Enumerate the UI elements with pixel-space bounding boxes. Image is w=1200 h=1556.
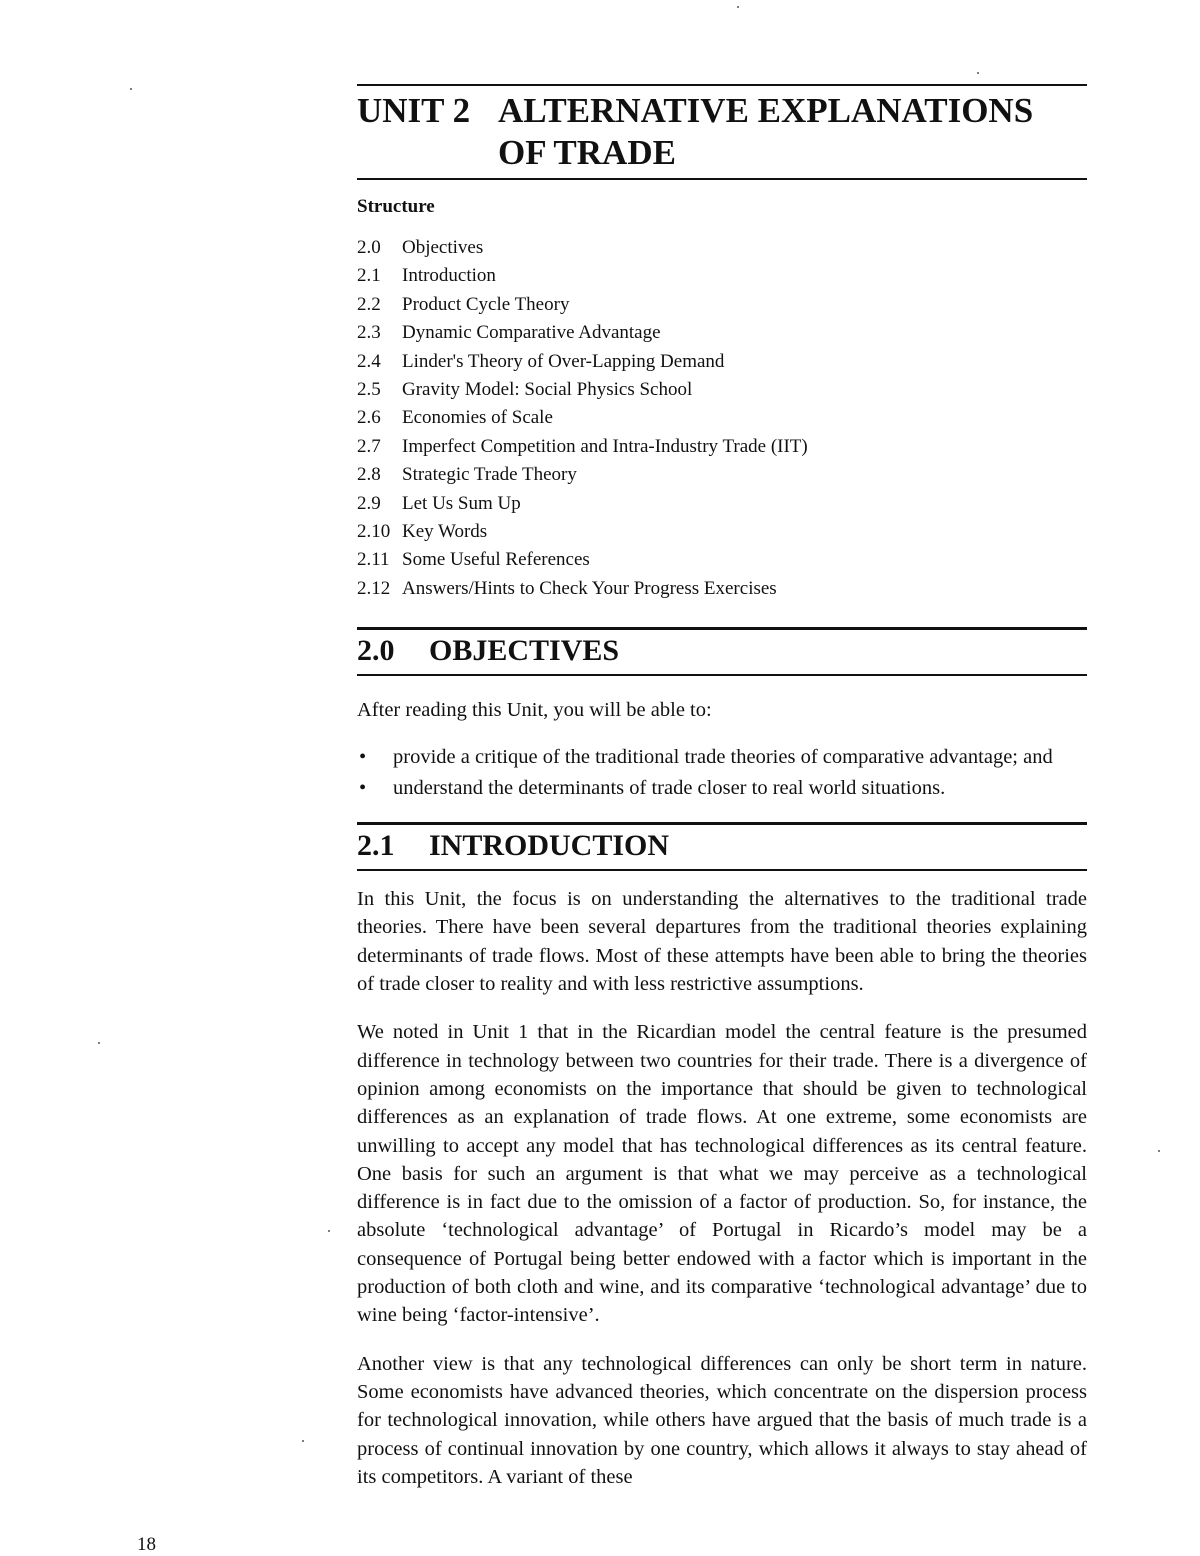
unit-title-line-2: OF TRADE — [498, 133, 676, 172]
objectives-lead: After reading this Unit, you will be able to: — [357, 699, 712, 722]
structure-item — [357, 490, 1087, 518]
structure-item — [357, 575, 1087, 603]
structure-item-label: Answers/Hints to Check Your Progress Exercises — [402, 577, 777, 599]
introduction-paragraph-1: In this Unit, the focus is on understanding the alternatives to the traditional trade theories. There have been several departures from the traditional theories explaining determinants of trade flows. Most of these attempts have been able to bring the theories of trade closer to reality and with less restrictive assumptions. — [357, 888, 1087, 996]
structure-item-number: 2.8 — [357, 464, 381, 486]
scan-speck — [1158, 1150, 1160, 1152]
page-number: 18 — [137, 1534, 156, 1555]
objectives-item — [357, 774, 1087, 802]
structure-list — [357, 234, 1087, 603]
structure-item-number: 2.0 — [357, 237, 381, 258]
structure-item — [357, 376, 1087, 404]
structure-item-label: Gravity Model: Social Physics School — [402, 379, 693, 401]
structure-item — [357, 518, 1087, 546]
structure-item — [357, 348, 1087, 376]
bullet-icon: • — [359, 776, 367, 799]
structure-item-label: Strategic Trade Theory — [402, 464, 577, 486]
structure-item-number: 2.6 — [357, 407, 381, 429]
structure-item-label: Linder's Theory of Over-Lapping Demand — [402, 350, 725, 372]
structure-item — [357, 319, 1087, 347]
structure-item — [357, 404, 1087, 432]
structure-item-number: 2.3 — [357, 322, 381, 344]
unit-title — [357, 86, 1087, 178]
structure-item-label: Introduction — [402, 265, 496, 287]
introduction-title-text: INTRODUCTION — [429, 829, 670, 863]
structure-item — [357, 262, 1087, 290]
objectives-list — [357, 743, 1087, 803]
structure-item-label: Imperfect Competition and Intra-Industry Trade (IIT) — [402, 435, 808, 457]
structure-item-number: 2.2 — [357, 293, 381, 315]
structure-item-number: 2.5 — [357, 379, 381, 401]
title-bottom-rule — [357, 178, 1087, 180]
unit-number: UNIT 2 — [357, 91, 471, 130]
scan-speck — [98, 1042, 100, 1044]
introduction-heading — [357, 822, 1087, 871]
structure-item-label: Economies of Scale — [402, 407, 553, 429]
introduction-paragraph-2: We noted in Unit 1 that in the Ricardian model the central feature is the presumed difference in technology between two countries for their trade. There is a divergence of opinion among economists on the importance that should be given to technological differences as an explanation of trade flows. At one extreme, some economists are unwilling to accept any model that has technological differences as its central feature. One basis for such an argument is that what we may perceive as a technological difference is in fact due to the omission of a factor of production. So, for instance, the absolute ‘technological advantage’ of Portugal in Ricardo’s model may be a consequence of Portugal being better endowed with a factor which is important in the production of both cloth and wine, and its comparative ‘technological advantage’ due to wine being ‘factor-intensive’. — [357, 1021, 1087, 1327]
objectives-heading — [357, 627, 1087, 676]
structure-item-label: Key Words — [402, 521, 488, 543]
structure-item-number: 2.11 — [357, 549, 390, 571]
structure-heading: Structure — [357, 196, 435, 217]
structure-item-label: Objectives — [402, 237, 484, 258]
structure-item — [357, 234, 1087, 262]
structure-item-number: 2.10 — [357, 521, 391, 543]
scan-speck — [130, 88, 132, 90]
scan-speck — [977, 72, 979, 74]
introduction-number: 2.1 — [357, 829, 395, 863]
document-page — [357, 84, 1087, 1491]
introduction-bottom-rule — [357, 869, 1087, 871]
introduction-title — [357, 825, 1087, 869]
scan-speck — [737, 6, 739, 8]
unit-title-line-1: ALTERNATIVE EXPLANATIONS — [498, 91, 1034, 130]
structure-item — [357, 546, 1087, 574]
structure-item — [357, 461, 1087, 489]
objectives-item-text: provide a critique of the traditional trade theories of comparative advantage; and — [393, 745, 1053, 768]
structure-item-number: 2.4 — [357, 350, 381, 372]
structure-item-label: Dynamic Comparative Advantage — [402, 322, 661, 344]
introduction-paragraph-3: Another view is that any technological differences can only be short term in nature. Some economists have advanced theories, which concentrate on the dispersion process for technological innovation, while others have argued that the basis of much trade is a process of continual innovation by one country, which allows it always to stay ahead of its competitors. A variant of these — [357, 1352, 1087, 1488]
structure-item — [357, 291, 1087, 319]
structure-item-number: 2.9 — [357, 492, 381, 514]
bullet-icon: • — [359, 745, 367, 768]
structure-item-label: Product Cycle Theory — [402, 293, 570, 315]
structure-item-number: 2.7 — [357, 435, 381, 457]
scan-speck — [302, 1440, 304, 1442]
objectives-title-text: OBJECTIVES — [429, 634, 620, 668]
structure-item-number: 2.1 — [357, 265, 381, 287]
structure-item-label: Some Useful References — [402, 549, 590, 571]
structure-item-label: Let Us Sum Up — [402, 492, 521, 514]
objectives-item — [357, 743, 1087, 771]
scan-speck — [328, 1230, 330, 1232]
structure-item — [357, 433, 1087, 461]
unit-title-text — [498, 90, 1087, 174]
structure-item-number: 2.12 — [357, 577, 391, 599]
objectives-title — [357, 630, 1087, 674]
objectives-number: 2.0 — [357, 634, 395, 668]
objectives-bottom-rule — [357, 674, 1087, 676]
objectives-item-text: understand the determinants of trade closer to real world situations. — [393, 776, 946, 799]
